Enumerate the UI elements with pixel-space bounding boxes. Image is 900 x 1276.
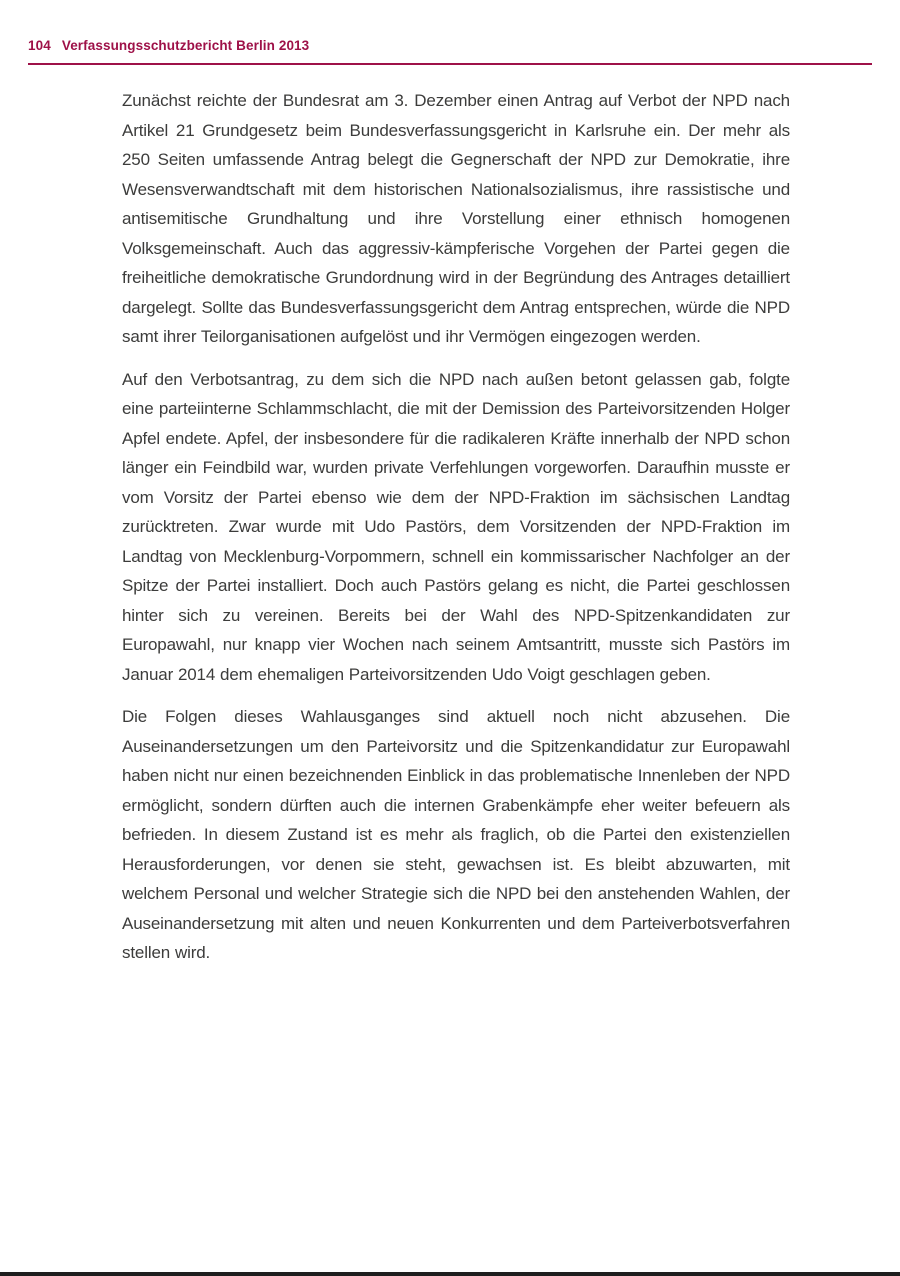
page-body [122, 86, 790, 981]
page-number: 104 [28, 38, 51, 53]
paragraph-2: Auf den Verbotsantrag, zu dem sich die NPD nach außen betont gelassen gab, folgte eine parteiinterne Schlammschlacht, die mit der Demission des Parteivorsitzenden Holger Apfel endete. Apfel, der insbesondere für die radikaleren Kräfte innerhalb der NPD schon länger ein Feindbild war, wurden private Verfehlungen vorgeworfen. Daraufhin musste er vom Vorsitz der Partei ebenso wie dem der NPD-Fraktion im sächsischen Landtag zurücktreten. Zwar wurde mit Udo Pastörs, dem Vorsitzenden der NPD-Fraktion im Landtag von Mecklenburg-Vorpommern, schnell ein kommissarischer Nachfolger an der Spitze der Partei installiert. Doch auch Pastörs gelang es nicht, die Partei geschlossen hinter sich zu vereinen. Bereits bei der Wahl des NPD-Spitzenkandidaten zur Europawahl, nur knapp vier Wochen nach seinem Amtsantritt, musste sich Pastörs im Januar 2014 dem ehemaligen Parteivorsitzenden Udo Voigt geschlagen geben. [122, 369, 790, 684]
page-header [28, 38, 309, 53]
header-rule [28, 63, 872, 65]
header-title: Verfassungsschutzbericht Berlin 2013 [61, 38, 310, 53]
paragraph-3: Die Folgen dieses Wahlausganges sind aktuell noch nicht abzusehen. Die Auseinandersetzungen um den Parteivorsitz und die Spitzenkandidatur zur Europawahl haben nicht nur einen bezeichnenden Einblick in das problematische Innenleben der NPD ermöglicht, sondern dürften auch die internen Grabenkämpfe eher weiter befeuern als befrieden. In diesem Zustand ist es mehr als fraglich, ob die Partei den existenziellen Herausforderungen, vor denen sie steht, gewachsen ist. Es bleibt abzuwarten, mit welchem Personal und welcher Strategie sich die NPD bei den anstehenden Wahlen, der Auseinandersetzung mit alten und neuen Konkurrenten und dem Parteiverbotsverfahren stellen wird. [122, 707, 790, 962]
paragraph-1: Zunächst reichte der Bundesrat am 3. Dezember einen Antrag auf Verbot der NPD nach Artikel 21 Grundgesetz beim Bundesverfassungsgericht in Karlsruhe ein. Der mehr als 250 Seiten umfassende Antrag belegt die Gegnerschaft der NPD zur Demokratie, ihre Wesensverwandtschaft mit dem historischen Nationalsozialismus, ihre rassistische und antisemitische Grundhaltung und ihre Vorstellung einer ethnisch homogenen Volksgemeinschaft. Auch das aggressiv-kämpferische Vorgehen der Partei gegen die freiheitliche demokratische Grundordnung wird in der Begründung des Antrages detailliert dargelegt. Sollte das Bundesverfassungsgericht dem Antrag entsprechen, würde die NPD samt ihrer Teilorganisationen aufgelöst und ihr Vermögen eingezogen werden. [122, 91, 790, 346]
page-bottom-edge [0, 1272, 900, 1276]
